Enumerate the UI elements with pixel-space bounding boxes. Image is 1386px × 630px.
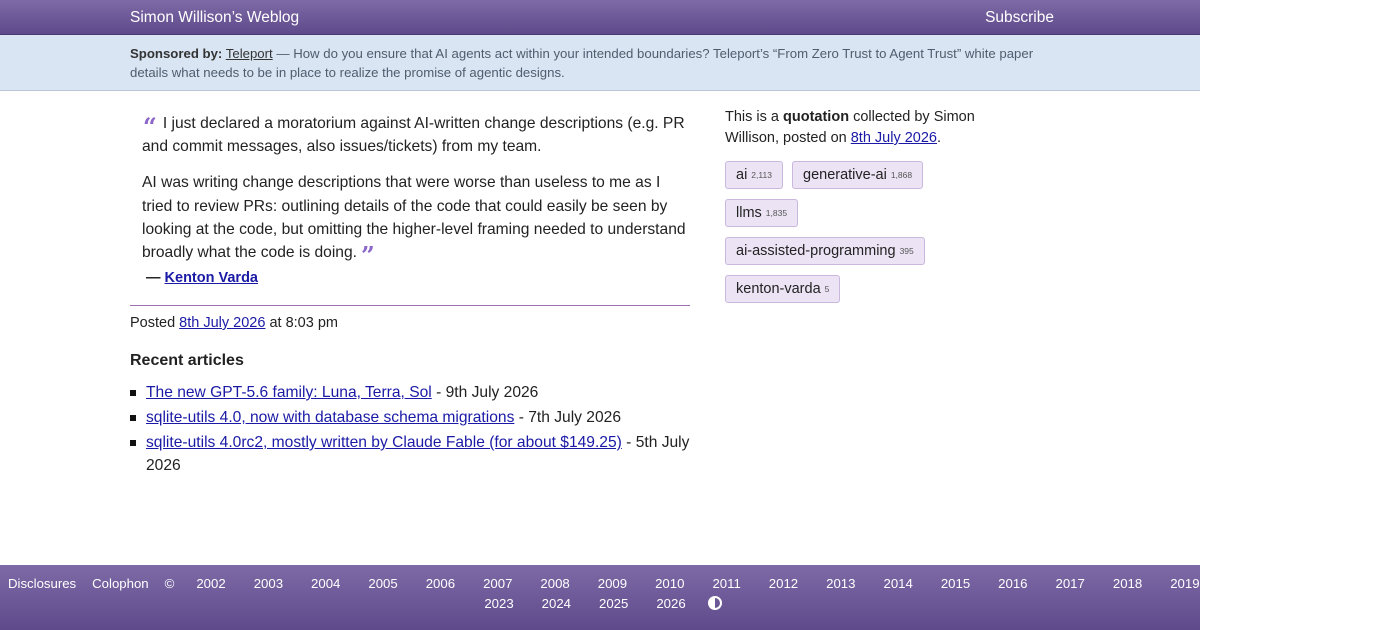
disclosures-link[interactable]: Disclosures <box>8 576 77 591</box>
quote-text-1: I just declared a moratorium against AI-written change descriptions (e.g. PR and commit messages, also issues/tickets) from my team. <box>142 115 685 156</box>
close-quote-icon: ” <box>361 241 375 271</box>
tag-generative-ai[interactable] <box>792 161 923 189</box>
meta-date-link[interactable]: 8th July 2026 <box>850 130 937 146</box>
year-links-row-1 <box>182 576 1385 591</box>
recent-articles-list <box>146 381 691 479</box>
list-item <box>146 431 691 477</box>
year-link-2006[interactable]: 2006 <box>425 576 456 591</box>
site-footer <box>0 565 1372 630</box>
quote-attribution <box>146 270 258 286</box>
year-link-2019[interactable]: 2019 <box>1170 576 1200 591</box>
quotation <box>142 112 687 277</box>
year-link-2015[interactable]: 2015 <box>940 576 971 591</box>
recent-article-link[interactable]: sqlite-utils 4.0rc2, mostly written by Claude Fable (for about $149.25) <box>146 434 622 451</box>
site-title-link[interactable]: Simon Willison’s Weblog <box>130 9 300 26</box>
year-link-2026[interactable]: 2026 <box>656 596 686 611</box>
colophon-link[interactable]: Colophon <box>92 576 149 591</box>
tag-kenton-varda[interactable] <box>725 275 840 303</box>
quote-text-2: AI was writing change descriptions that were worse than useless to me as I tried to review PRs: outlining details of the code that could easily be seen by looking at the code, but omitting the higher-level framing needed to understand broadly what the code is doing. <box>142 174 686 262</box>
footer-row-1 <box>0 576 1372 591</box>
copyright-symbol: © <box>164 576 175 591</box>
year-link-2002[interactable]: 2002 <box>196 576 226 591</box>
tag-llms[interactable] <box>725 199 798 227</box>
tag-ai-assisted-programming[interactable] <box>725 237 925 265</box>
divider <box>130 305 690 306</box>
tag-count: 1,868 <box>890 170 913 180</box>
site-header <box>0 0 1200 35</box>
bullet-icon <box>130 440 136 446</box>
tag-count: 1,835 <box>765 208 788 218</box>
year-link-2007[interactable]: 2007 <box>483 576 513 591</box>
meta-middle: collected by Simon Willison, posted on <box>725 109 975 146</box>
bullet-icon <box>130 390 136 396</box>
tag-name: kenton-varda <box>736 281 821 297</box>
year-link-2024[interactable]: 2024 <box>541 596 571 611</box>
year-link-2005[interactable]: 2005 <box>368 576 398 591</box>
meta-prefix: This is a <box>725 109 784 125</box>
year-link-2025[interactable]: 2025 <box>599 596 629 611</box>
meta-suffix: . <box>937 130 942 146</box>
year-link-2022[interactable]: 2022 <box>1342 576 1372 591</box>
footer-row-2 <box>0 596 1200 611</box>
recent-article-date: - 5th July 2026 <box>146 434 690 474</box>
tag-name: ai-assisted-programming <box>736 243 896 259</box>
recent-article-date: - 9th July 2026 <box>431 384 539 401</box>
recent-article-link[interactable]: sqlite-utils 4.0, now with database schema migrations <box>146 409 515 426</box>
tag-name: ai <box>736 167 748 183</box>
year-link-2013[interactable]: 2013 <box>826 576 856 591</box>
author-link[interactable]: Kenton Varda <box>164 270 258 286</box>
quote-paragraph-1 <box>142 112 687 158</box>
contrast-icon[interactable] <box>708 596 722 610</box>
year-link-2016[interactable]: 2016 <box>998 576 1028 591</box>
tag-name: llms <box>736 205 762 221</box>
year-link-2008[interactable]: 2008 <box>540 576 570 591</box>
quote-paragraph-2 <box>142 171 687 271</box>
posted-prefix: Posted <box>130 315 180 331</box>
tag-count: 2,113 <box>751 170 772 180</box>
tag-count: 5 <box>824 284 830 294</box>
recent-article-link[interactable]: The new GPT-5.6 family: Luna, Terra, Sol <box>146 384 432 401</box>
sponsor-banner <box>0 35 1200 91</box>
posted-line <box>130 315 338 331</box>
year-link-2011[interactable]: 2011 <box>712 576 741 591</box>
year-link-2023[interactable]: 2023 <box>484 596 514 611</box>
recent-article-date: - 7th July 2026 <box>514 409 621 426</box>
tag-name: generative-ai <box>803 167 887 183</box>
year-link-2020[interactable]: 2020 <box>1227 576 1257 591</box>
year-link-2018[interactable]: 2018 <box>1112 576 1143 591</box>
sponsor-link[interactable]: Teleport <box>225 46 273 61</box>
year-link-2010[interactable]: 2010 <box>655 576 685 591</box>
posted-time: at 8:03 pm <box>265 315 338 331</box>
year-link-2004[interactable]: 2004 <box>311 576 341 591</box>
year-link-2009[interactable]: 2009 <box>597 576 628 591</box>
bullet-icon <box>130 415 136 421</box>
sponsor-label: Sponsored by: <box>130 46 223 61</box>
year-link-2003[interactable]: 2003 <box>253 576 284 591</box>
tag-count: 395 <box>899 246 914 256</box>
posted-date-link[interactable]: 8th July 2026 <box>179 315 266 331</box>
year-links-row-2 <box>470 596 699 611</box>
list-item <box>146 381 691 404</box>
year-link-2012[interactable]: 2012 <box>768 576 799 591</box>
sponsor-text <box>130 44 1070 82</box>
year-link-2014[interactable]: 2014 <box>883 576 913 591</box>
quotation-meta <box>725 107 1005 149</box>
recent-articles-heading: Recent articles <box>130 352 244 369</box>
year-link-2021[interactable]: 2021 <box>1284 576 1315 591</box>
subscribe-link[interactable]: Subscribe <box>985 9 1054 26</box>
open-quote-icon: “ <box>143 112 157 141</box>
sponsor-message: — How do you ensure that AI agents act within your intended boundaries? Teleport’s “From Zero Trust to Agent Trust” white paper details what needs to be in place to realize the promise of agentic designs. <box>130 46 1034 80</box>
year-link-2017[interactable]: 2017 <box>1055 576 1085 591</box>
list-item <box>146 406 691 429</box>
tag-ai[interactable] <box>725 161 783 189</box>
attribution-dash: — <box>146 270 165 286</box>
meta-kind: quotation <box>783 109 850 125</box>
